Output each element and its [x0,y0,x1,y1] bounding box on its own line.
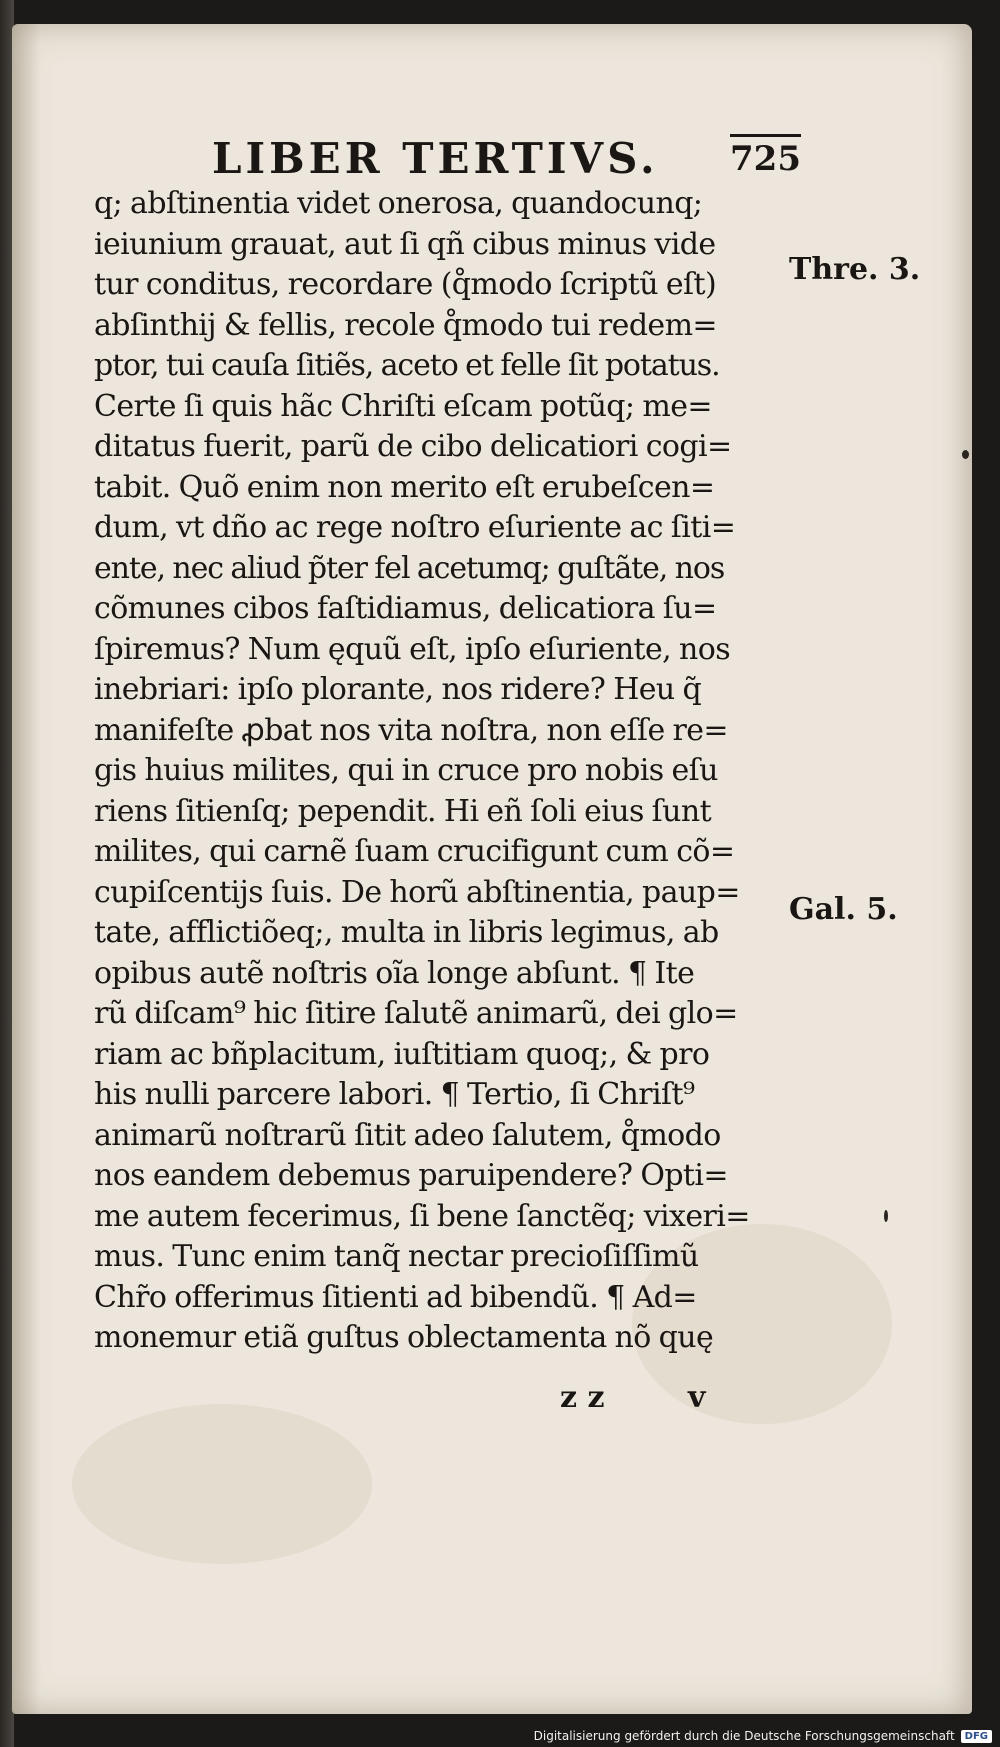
text-line: inebriari: ipſo plorante, nos ridere? Heu q̃ [94,672,702,707]
text-line: tate, afflictiõeq;, multa in libris legimus, ab [94,915,719,950]
body-text [94,184,794,1359]
text-line: tur conditus, recordare (q̊modo ſcriptũ eſt) [94,267,717,302]
marginal-note-threni: Thre. 3. [789,252,921,287]
ink-fleck [962,450,969,459]
text-line: ente, nec aliud p̃ter fel acetumq; guſtãte, nos [94,550,725,586]
text-line: milites, qui carnẽ ſuam crucifigunt cum cõ= [94,834,735,869]
text-line: ieiunium grauat, aut ſi qñ cibus minus vide [94,226,716,262]
text-line: ptor, tui cauſa ſitiẽs, aceto et felle ſit potatus. [94,348,720,383]
text-line: Certe ſi quis hãc Chriſti eſcam potũq; me= [94,388,712,424]
catchword: z z [560,1380,605,1415]
signature-mark: v [688,1380,706,1415]
text-line: animarũ noſtrarũ ſitit adeo ſalutem, q̊modo [94,1117,721,1153]
text-line: riens ſitienſq; pependit. Hi eñ ſoli eius ſunt [94,793,712,829]
text-line: manifeſte ꝓbat nos vita noſtra, non eſſe re= [94,712,728,748]
book-page [12,24,972,1714]
text-line: nos eandem debemus paruipendere? Opti= [94,1158,728,1193]
folio-number: 725 [730,134,801,179]
text-line: monemur etiã guſtus oblectamenta nõ quę [94,1320,714,1355]
text-line: cupiſcentijs ſuis. De horũ abſtinentia, paup= [94,874,740,910]
paper-stain [72,1404,372,1564]
text-line: q; abſtinentia videt onerosa, quandocunq; [94,186,703,221]
text-line: abſinthij & fellis, recole q̊modo tui redem= [94,307,717,343]
ink-fleck [884,1210,888,1222]
text-line: tabit. Quõ enim non merito eſt erubeſcen= [94,469,715,505]
text-line: riam ac bñplacitum, iuſtitiam quoq;, & pro [94,1036,710,1072]
text-line: Chr̃o offerimus ſitienti ad bibendũ. ¶ Ad= [94,1279,697,1315]
funding-credit: Digitalisierung gefördert durch die Deutsche Forschungsgemeinschaft [533,1729,955,1743]
marginal-note-galatians: Gal. 5. [789,892,898,927]
text-line: mus. Tunc enim tanq̃ nectar precioſiſſimũ [94,1239,699,1274]
text-line: ditatus fuerit, parũ de cibo delicatiori cogi= [94,429,732,464]
text-line: opibus autẽ noſtris oĩa longe abſunt. ¶ Ite [94,955,695,991]
text-line: me autem fecerimus, ſi bene ſanctẽq; vixeri= [94,1198,750,1234]
text-line: gis huius milites, qui in cruce pro nobis eſu [94,753,718,788]
running-header: LIBER TERTIVS. [212,134,659,183]
text-line: ſpiremus? Num ęquũ eſt, ipſo eſuriente, nos [94,631,731,667]
text-line: dum, vt dño ac rege noſtro eſuriente ac ſiti= [94,510,736,545]
text-line: his nulli parcere labori. ¶ Tertio, ſi Chriſt⁹ [94,1077,695,1112]
digitization-footer [534,1729,992,1743]
text-line: rũ diſcam⁹ hic ſitire ſalutẽ animarũ, dei glo= [94,996,738,1031]
text-line: cõmunes cibos faſtidiamus, delicatiora ſu= [94,591,717,626]
dfg-logo: DFG [961,1730,992,1743]
